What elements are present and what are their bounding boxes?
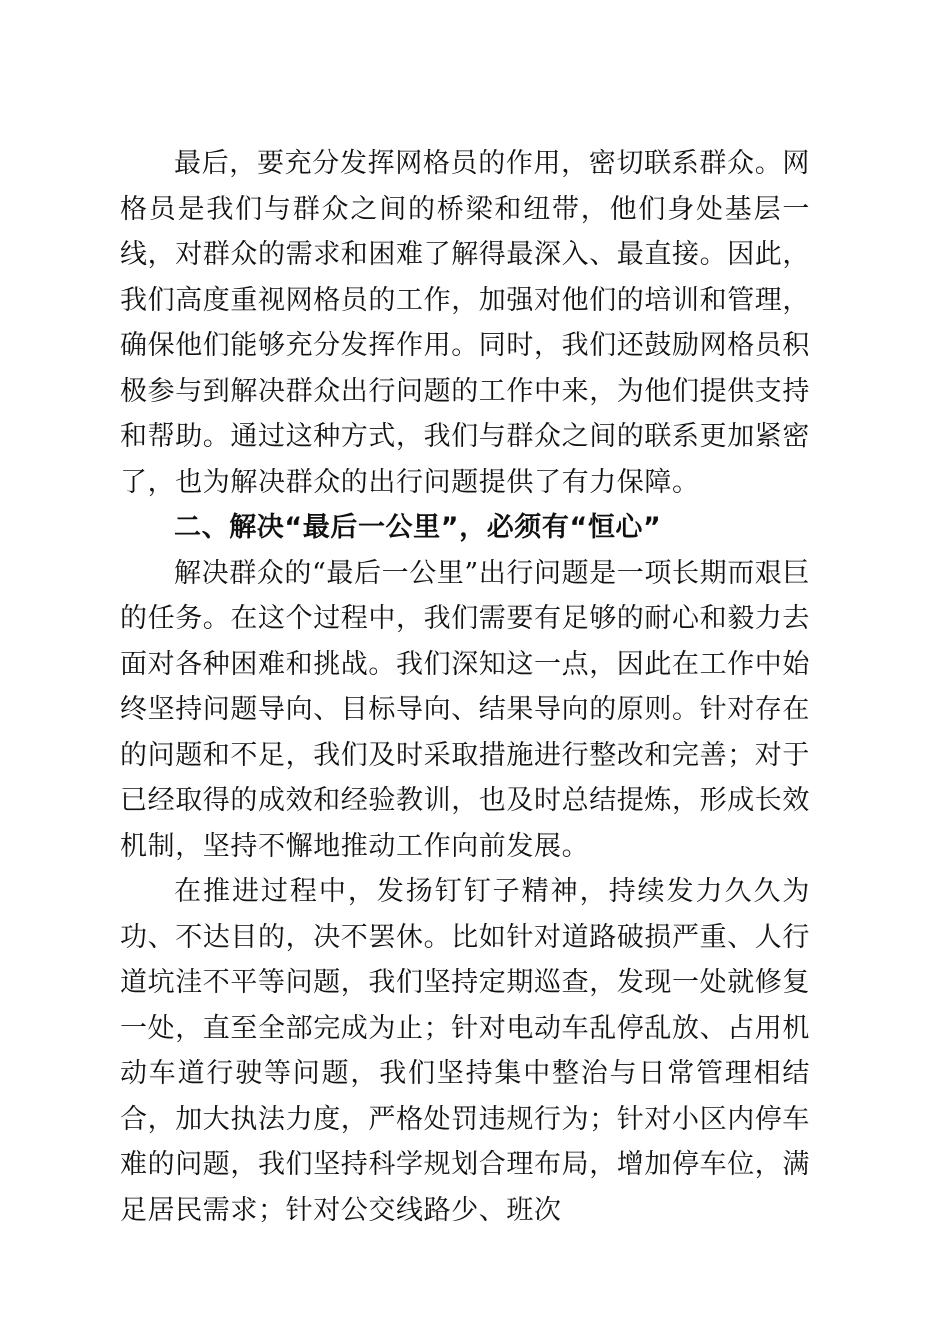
section-heading: 二、解决“最后一公里”，必须有“恒心” [174,512,662,543]
paragraph-nail-spirit: 在推进过程中，发扬钉钉子精神，持续发力久久为功、不达目的，决不罢休。比如针对道路破损严重、人行道坑洼不平等问题，我们坚持定期巡查，发现一处就修复一处，直至全部完成为止；针对电动车乱停乱放、占用机动车道行驶等问题，我们坚持集中整治与日常管理相结合，加大执法力度，严格处罚违规行为；针对小区内停车难的问题，我们坚持科学规划合理布局，增加停车位，满足居民需求；针对公交线路少、班次 [120,876,810,1226]
paragraph-perseverance: 解决群众的“最后一公里”出行问题是一项长期而艰巨的任务。在这个过程中，我们需要有足够的耐心和毅力去面对各种困难和挑战。我们深知这一点，因此在工作中始终坚持问题导向、目标导向、结果导向的原则。针对存在的问题和不足，我们及时采取措施进行整改和完善；对于已经取得的成效和经验教训，也及时总结提炼，形成长效机制，坚持不懈地推动工作向前发展。 [120,557,811,862]
document-body [120,141,810,1233]
paragraph-grid-workers: 最后，要充分发挥网格员的作用，密切联系群众。网格员是我们与群众之间的桥梁和纽带，他们身处基层一线，对群众的需求和困难了解得最深入、最直接。因此，我们高度重视网格员的工作，加强对他们的培训和管理，确保他们能够充分发挥作用。同时，我们还鼓励网格员积极参与到解决群众出行问题的工作中来，为他们提供支持和帮助。通过这种方式，我们与群众之间的联系更加紧密了，也为解决群众的出行问题提供了有力保障。 [120,148,810,498]
